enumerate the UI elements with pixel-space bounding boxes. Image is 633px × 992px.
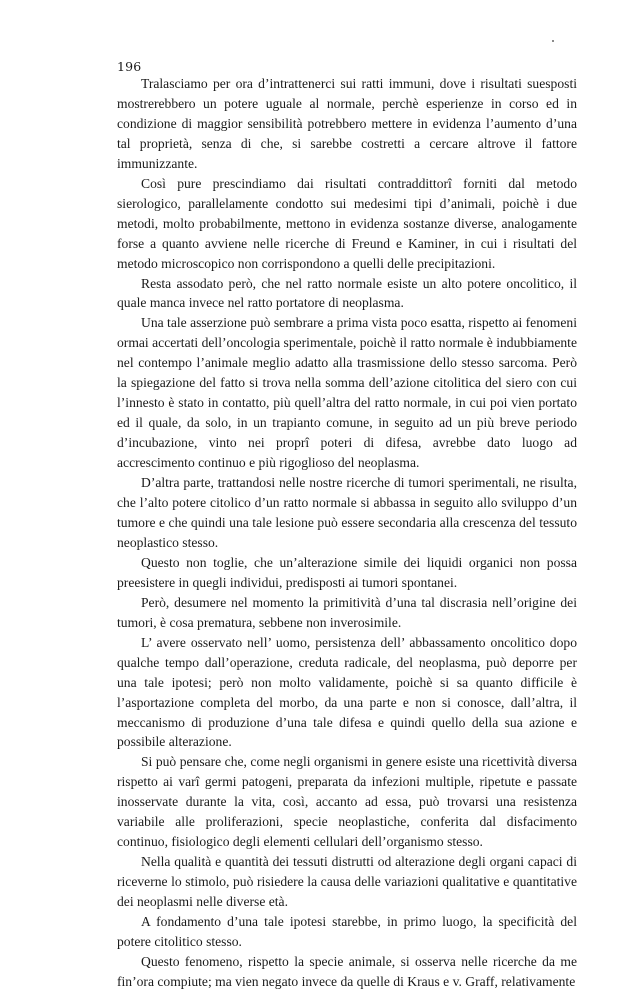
paragraph: Questo fenomeno, rispetto la specie animale, si osserva nelle ricerche da me fin’ora compiute; ma vien negato invece da quelle di Kraus e v. Graff, relativamente — [117, 953, 577, 989]
paragraph: Una tale asserzione può sembrare a prima vista poco esatta, rispetto ai fenomeni ormai accertati dell’oncologia sperimentale, poichè il ratto normale è indubbiamente nel contempo l’animale meglio adatto alla trasmissione dello stesso sarcoma. Però la spiegazione del fatto si trova nella somma dell’azione citolitica del siero con cui l’innesto è stato in contatto, più quell’altra del ratto normale, in cui poi vien portato ed il quale, da solo, in un trapianto comune, in seguito ad un più breve periodo d’incubazione, vinto nei proprî poteri di difesa, avrebbe dato luogo ad accrescimento continuo e più rigoglioso del neoplasma. — [117, 315, 577, 471]
paragraph: Resta assodato però, che nel ratto normale esiste un alto potere oncolitico, il quale manca invece nel ratto portatore di neoplasma. — [117, 275, 577, 311]
paragraph: A fondamento d’una tale ipotesi starebbe, in primo luogo, la specificità del potere citolitico stesso. — [117, 914, 577, 949]
paragraph: Si può pensare che, come negli organismi in genere esiste una ricettività diversa rispetto ai varî germi patogeni, preparata da infezioni multiple, ripetute e passate inosservate durante la vita, così, accanto ad essa, può trovarsi una resistenza variabile alle proliferazioni, specie neoplastiche, conferita dal disfacimento continuo, fisiologico degli elementi cellulari dell’organismo stesso. — [117, 754, 577, 850]
paragraph: L’ avere osservato nell’ uomo, persistenza dell’ abbassamento oncolitico dopo qualche tempo dall’operazione, creduta radicale, del neoplasma, può deporre per una tale ipotesi; però non molto validamente, poichè si sa quanto difficile è l’asportazione completa del morbo, da una parte e non si conosce, dall’altra, il meccanismo di produzione d’una tale difesa e quindi quello della sua azione e possibile alterazione. — [117, 634, 577, 750]
paragraph: Tralasciamo per ora d’intrattenerci sui ratti immuni, dove i risultati suesposti mostrerebbero un potere uguale al normale, perchè esperienze in corso ed in condizione di maggior sensibilità potrebbero mettere in evidenza l’aumento d’una tal proprietà, senza di che, si sarebbe costretti a cercare altrove il fattore immunizzante. — [117, 76, 577, 171]
paragraph: Così pure prescindiamo dai risultati contraddittorî forniti dal metodo sierologico, parallelamente condotto sui medesimi tipi d’animali, poichè i due metodi, molto probabilmente, mettono in evidenza sostanze diverse, analogamente forse a quanto avviene nelle ricerche di Freund e Kaminer, in cui i risultati del metodo microscopico non corrispondono a quelli delle precipitazioni. — [117, 175, 577, 271]
paragraph: Questo non toglie, che un’alterazione simile dei liquidi organici non possa preesistere in quegli individui, predisposti ai tumori spontanei. — [117, 554, 577, 590]
paragraph: Nella qualità e quantità dei tessuti distrutti od alterazione degli organi capaci di riceverne lo stimolo, può risiedere la causa delle variazioni qualitative e quantitative dei neoplasmi nelle diverse età. — [117, 854, 577, 910]
paragraph: Però, desumere nel momento la primitività d’una tal discrasia nell’origine dei tumori, è cosa prematura, sebbene non inverosimile. — [117, 594, 577, 630]
scan-speck — [552, 40, 554, 42]
paragraph: D’altra parte, trattandosi nelle nostre ricerche di tumori sperimentali, ne risulta, che l’alto potere citolico d’un ratto normale si abbassa in seguito allo sviluppo d’un tumore e che quindi una tale lesione può essere secondaria alla crescenza del tessuto neoplastico stesso. — [117, 475, 577, 550]
body-text — [117, 74, 577, 992]
page-number: 196 — [117, 59, 142, 74]
